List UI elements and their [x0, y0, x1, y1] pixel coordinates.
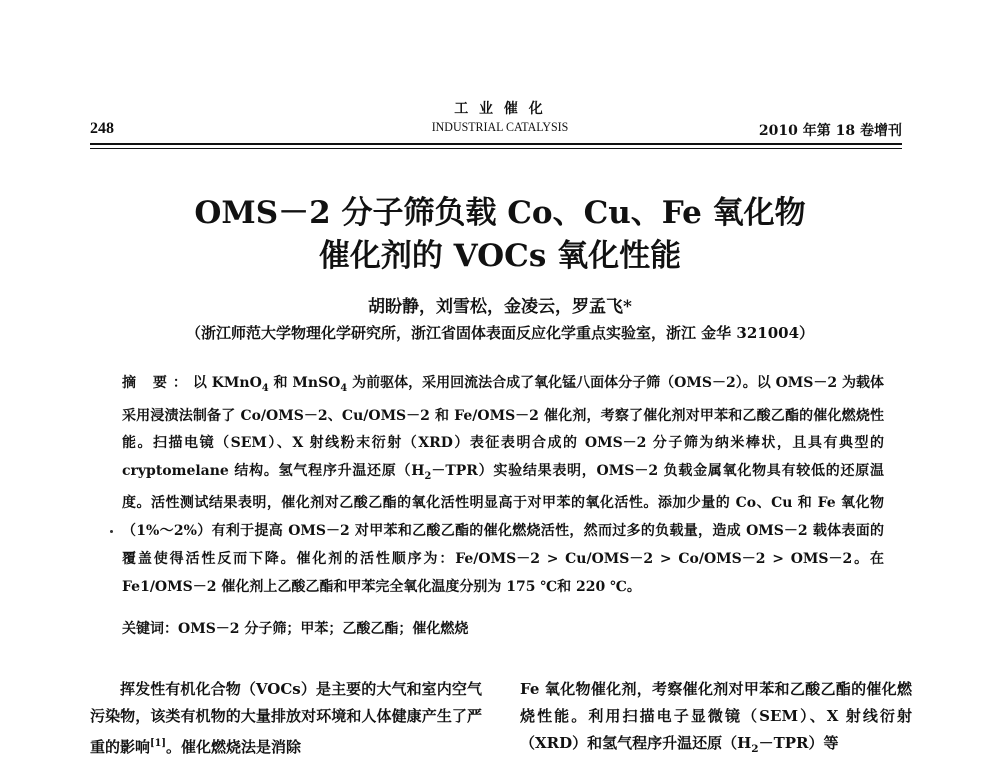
page-number: 248 — [90, 120, 114, 137]
abstract-subscript: 4 — [340, 382, 348, 394]
body-column-right — [520, 676, 912, 763]
issue-label: 2010 年第 18 卷增刊 — [758, 123, 902, 139]
keywords — [122, 618, 884, 638]
abstract — [122, 370, 884, 601]
article-title-line-2: 催化剂的 VOCs 氧化性能 — [318, 238, 682, 274]
abstract-text: 和 MnSO — [268, 375, 341, 391]
abstract-label: 摘 要： — [122, 375, 193, 391]
body-text: Fe 氧化物催化剂，考察催化剂对甲苯和乙酸乙酯的催化燃烧性能。利用扫描电子显微镜（SEM）、X 射线衍射（XRD）和氢气程序升温还原（H — [520, 680, 912, 752]
body-text: －TPR）等 — [758, 734, 839, 752]
keywords-label: 关键词： — [122, 621, 178, 637]
body-text: 。催化燃烧法是消除 — [166, 738, 302, 756]
authors: 胡盼静，刘雪松，金凌云，罗孟飞* — [368, 297, 632, 317]
article-title-line-1: OMS－2 分子筛负载 Co、Cu、Fe 氧化物 — [194, 195, 806, 231]
body-column-left — [90, 676, 482, 761]
abstract-subscript: 2 — [424, 470, 432, 482]
scan-speck — [110, 530, 113, 533]
header-rule-thick — [90, 143, 902, 145]
citation-ref: [1] — [150, 738, 167, 749]
header-rule-thin — [90, 148, 902, 149]
journal-title-en: INDUSTRIAL CATALYSIS — [431, 119, 569, 134]
body-text: 挥发性有机化合物（VOCs）是主要的大气和室内空气污染物，该类有机物的大量排放对环境和人体健康产生了严重的影响 — [90, 680, 482, 756]
journal-title-cn: 工 业 催 化 — [454, 101, 546, 117]
abstract-text: －TPR）实验结果表明，OMS－2 负载金属氧化物具有较低的还原温度。活性测试结果表明，催化剂对乙酸乙酯的氧化活性明显高于对甲苯的氧化活性。添加少量的 Co、Cu 和 Fe 氧化物（1%～2%）有利于提高 OMS－2 对甲苯和乙酸乙酯的催化燃烧活性，然而过多的负载量，造成 OMS－2 载体表面的覆盖使得活性反而下降。催化剂的活性顺序为：Fe/OMS－2 > Cu/OMS－2 > Co/OMS－2 > OMS－2。在 Fe1/OMS－2 催化剂上乙酸乙酯和甲苯完全氧化温度分别为 175 ℃和 220 ℃。 — [122, 462, 884, 595]
affiliation: （浙江师范大学物理化学研究所，浙江省固体表面反应化学重点实验室，浙江 金华 321004） — [185, 324, 815, 342]
keywords-text: OMS－2 分子筛；甲苯；乙酸乙酯；催化燃烧 — [178, 621, 469, 637]
abstract-text: 以 KMnO — [192, 375, 262, 391]
body-subscript: 2 — [751, 743, 759, 755]
abstract-text: 为前驱体，采用回流法合成了氧化锰八面体分子筛（OMS－2）。以 OMS－2 为载体采用浸渍法制备了 Co/OMS－2、Cu/OMS－2 和 Fe/OMS－2 催化剂，考察了催化剂对甲苯和乙酸乙酯的催化燃烧性能。扫描电镜（SEM）、X 射线粉末衍射（XRD）表征表明合成的 OMS－2 分子筛为纳米棒状，且具有典型的 cryptomelane 结构。氢气程序升温还原（H — [122, 375, 885, 479]
abstract-subscript: 4 — [261, 382, 269, 394]
